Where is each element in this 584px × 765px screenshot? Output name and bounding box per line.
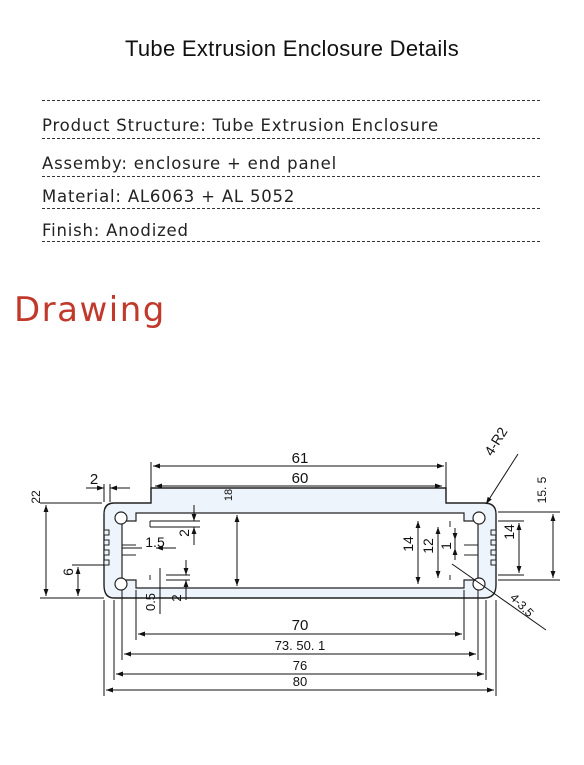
dim-70-label: 70 [291, 617, 309, 634]
dim-6 [72, 565, 104, 598]
dim-14-right-label: 14 [501, 524, 517, 540]
dim-60-label: 60 [291, 470, 309, 487]
spec-assembly: Assemby: enclosure + end panel [42, 154, 337, 173]
drawing-heading: Drawing [14, 290, 166, 330]
dim-18-label: 18 [223, 488, 235, 502]
dim-2-low-label: 2 [169, 594, 184, 602]
dim-12-label: 12 [420, 538, 436, 554]
leader-4-r2 [486, 454, 518, 504]
dim-22-label: 22 [29, 490, 43, 504]
spec-product-structure: Product Structure: Tube Extrusion Enclosure [42, 116, 439, 135]
spec-finish: Finish: Anodized [42, 221, 189, 240]
dim-2-top-label: 2 [89, 471, 99, 488]
dim-height-22 [40, 503, 102, 598]
dim-15-5-label: 15. 5 [535, 476, 549, 504]
dim-2-mid-label: 2 [176, 529, 192, 537]
spec-material: Material: AL6063 + AL 5052 [42, 187, 296, 206]
dim-1-5-label: 1.5 [145, 534, 165, 550]
dim-73-5-label: 73. 50. 1 [274, 638, 326, 653]
dim-76-label: 76 [292, 658, 308, 673]
dim-80-label: 80 [292, 674, 308, 689]
dim-4-3-5-label: 4-3.5 [507, 590, 537, 620]
page-title: Tube Extrusion Enclosure Details [124, 36, 460, 61]
dim-6-label: 6 [60, 568, 76, 576]
dim-1-label: 1 [438, 542, 454, 550]
dim-0-5-label: 0.5 [143, 592, 158, 612]
dim-4-r2-label: 4-R2 [480, 424, 511, 459]
dim-right-15-5 [498, 512, 560, 580]
dim-61-label: 61 [291, 450, 309, 467]
dim-14-inner-label: 14 [400, 536, 416, 552]
